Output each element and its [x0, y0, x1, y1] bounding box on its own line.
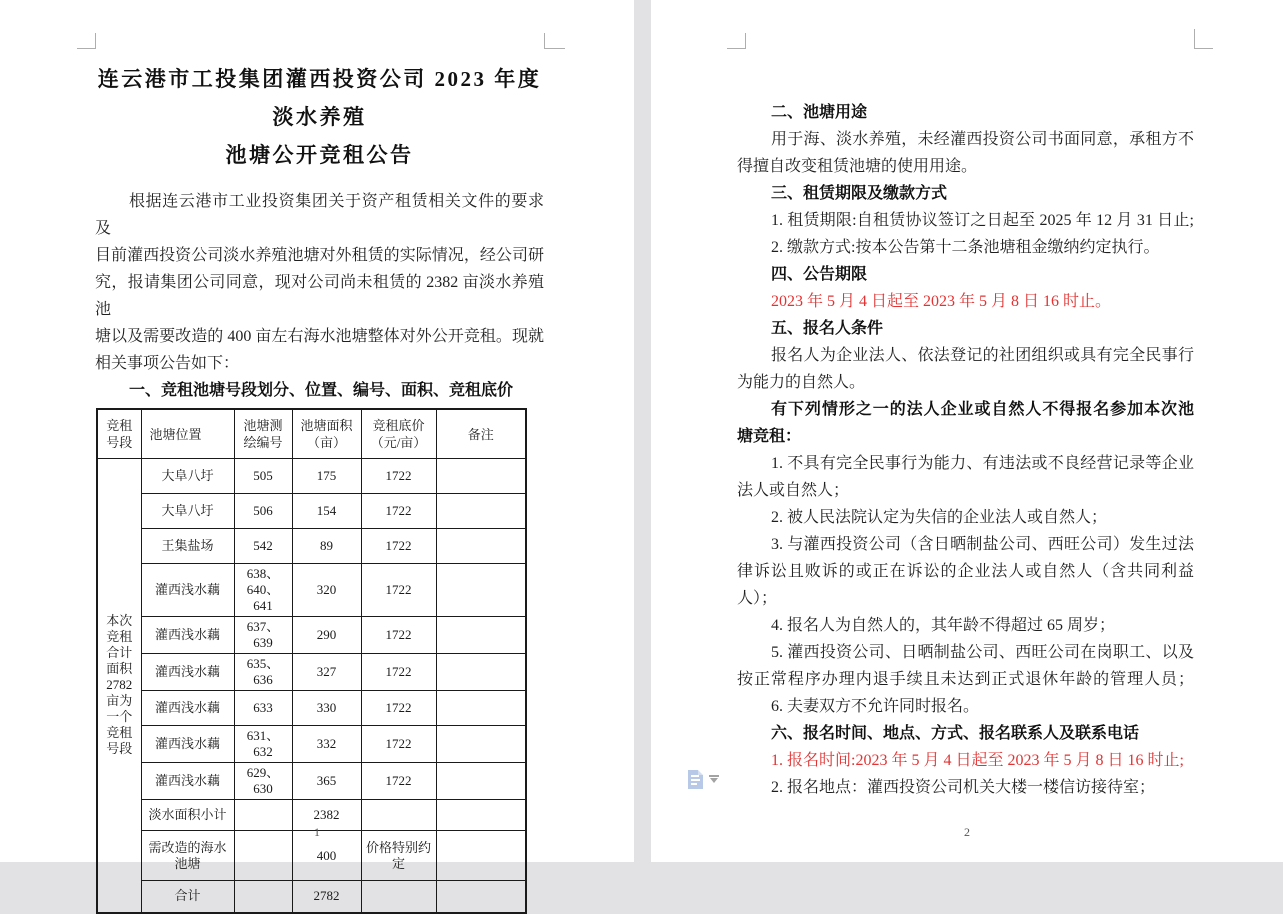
body-line: 二、池塘用途: [771, 104, 868, 121]
cell-location: 王集盐场: [141, 529, 234, 564]
cell-note: [436, 617, 526, 654]
cell-base-price: [361, 881, 436, 913]
cell-survey-no: 637、639: [234, 617, 292, 654]
cell-area: 290: [292, 617, 361, 654]
cell-base-price: 1722: [361, 529, 436, 564]
body-line: 为能力的自然人。: [737, 374, 866, 391]
col-header-area: 池塘面积（亩）: [292, 409, 361, 459]
cell-survey-no: 505: [234, 459, 292, 494]
cell-base-price: 1722: [361, 459, 436, 494]
title-line: 池塘公开竞租公告: [225, 143, 414, 167]
cell-base-price: 1722: [361, 654, 436, 691]
section-heading: 一、竞租池塘号段划分、位置、编号、面积、竞租底价: [129, 382, 514, 399]
body-line: 2. 缴款方式:按本公告第十二条池塘租金缴纳约定执行。: [771, 239, 1160, 256]
cell-location: 大阜八圩: [141, 459, 234, 494]
paragraph-line: 根据连云港市工业投资集团关于资产租赁相关文件的要求及: [95, 193, 544, 237]
body-line: 有下列情形之一的法人企业或自然人不得报名参加本次池: [771, 401, 1194, 418]
body-line: 得擅自改变租赁池塘的使用用途。: [737, 158, 978, 175]
body-line: 法人或自然人；: [737, 482, 850, 499]
body-paragraph: [95, 188, 544, 377]
body-line: 报名人为企业法人、依法登记的社团组织或具有完全民事行: [771, 347, 1194, 364]
paragraph-line: 相关事项公告如下：: [95, 355, 240, 372]
cell-location: 灌西浅水藕: [141, 617, 234, 654]
col-header-base-price: 竞租底价（元/亩）: [361, 409, 436, 459]
table-row: [97, 691, 526, 726]
paragraph-line: 究，报请集团公司同意，现对公司尚未租赁的 2382 亩淡水养殖池: [95, 274, 544, 318]
col-header-note: 备注: [436, 409, 526, 459]
cell-area: 400: [292, 831, 361, 881]
col-header-location: 池塘位置: [141, 409, 234, 459]
cell-note: [436, 459, 526, 494]
cell-survey-no: [234, 881, 292, 913]
page-number: 1: [314, 825, 320, 839]
table-row: [97, 494, 526, 529]
body-line: 五、报名人条件: [771, 320, 884, 337]
cell-area: 365: [292, 763, 361, 800]
body-line: 按正常程序办理内退手续且未达到正式退休年龄的管理人员；: [737, 671, 1194, 688]
page-1: [0, 0, 634, 904]
cell-note: [436, 726, 526, 763]
cell-survey-no: 629、630: [234, 763, 292, 800]
cell-location: 合计: [141, 881, 234, 913]
crop-mark-top-right-page1: [544, 33, 565, 49]
cell-base-price: 1722: [361, 726, 436, 763]
cell-area: 2782: [292, 881, 361, 913]
cell-note: [436, 763, 526, 800]
cell-base-price: 1722: [361, 494, 436, 529]
paragraph-line: 目前灌西投资公司淡水养殖池塘对外租赁的实际情况，经公司研: [95, 247, 544, 264]
cell-survey-no: 633: [234, 691, 292, 726]
body-line: 3. 与灌西投资公司（含日晒制盐公司、西旺公司）发生过法: [771, 536, 1194, 553]
cell-area: 330: [292, 691, 361, 726]
table-row: [97, 564, 526, 617]
body-line: 1. 不具有完全民事行为能力、有违法或不良经营记录等企业: [771, 455, 1194, 472]
cell-survey-no: 635、636: [234, 654, 292, 691]
cell-survey-no: 638、640、641: [234, 564, 292, 617]
cell-location: 大阜八圩: [141, 494, 234, 529]
cell-survey-no: 542: [234, 529, 292, 564]
body-line: 三、租赁期限及缴款方式: [771, 185, 948, 202]
body-line: 律诉讼且败诉的或正在诉讼的企业法人或自然人（含共同利益: [737, 563, 1194, 580]
table-row: [97, 726, 526, 763]
cell-note: [436, 564, 526, 617]
cell-area: 154: [292, 494, 361, 529]
table-row: [97, 763, 526, 800]
body-line: 2. 报名地点：灌西投资公司机关大楼一楼信访接待室；: [771, 779, 1156, 796]
table-row: [97, 881, 526, 913]
crop-mark-top-left-page2: [727, 33, 746, 49]
cell-base-price: 价格特别约定: [361, 831, 436, 881]
chevron-down-icon[interactable]: [710, 778, 718, 783]
page-2: [651, 0, 1283, 862]
table-row: [97, 459, 526, 494]
table-header-row: [97, 409, 526, 459]
cell-base-price: 1722: [361, 564, 436, 617]
table-row: [97, 617, 526, 654]
page-1-content: [0, 0, 634, 914]
cell-location: 灌西浅水藕: [141, 726, 234, 763]
col-header-survey-no: 池塘测绘编号: [234, 409, 292, 459]
merged-segment-cell: 本次竞租合计面积2782亩为一个竞租号段: [97, 459, 141, 913]
cell-location: 灌西浅水藕: [141, 763, 234, 800]
cell-survey-no: 506: [234, 494, 292, 529]
cell-location: 灌西浅水藕: [141, 654, 234, 691]
col-header-segment: 竞租号段: [97, 409, 141, 459]
body-line: 5. 灌西投资公司、日晒制盐公司、西旺公司在岗职工、以及: [771, 644, 1194, 661]
body-line: 六、报名时间、地点、方式、报名联系人及联系电话: [771, 725, 1140, 742]
crop-mark-top-left-page1: [77, 33, 96, 49]
body-line: 塘竞租：: [737, 428, 802, 445]
body-line: 4. 报名人为自然人的，其年龄不得超过 65 周岁；: [771, 617, 1116, 634]
body-line: 2023 年 5 月 4 日起至 2023 年 5 月 8 日 16 时止。: [771, 293, 1112, 310]
title-line: 连云港市工投集团灌西投资公司 2023 年度淡水养殖: [97, 67, 542, 129]
body-line: 1. 报名时间:2023 年 5 月 4 日起至 2023 年 5 月 8 日 16 时止;: [771, 752, 1184, 769]
paragraph-line: 塘以及需要改造的 400 亩左右海水池塘整体对外公开竞租。现就: [95, 328, 544, 345]
cell-location: 灌西浅水藕: [141, 564, 234, 617]
crop-mark-top-right-page2: [1194, 29, 1213, 49]
body-line: 1. 租赁期限:自租赁协议签订之日起至 2025 年 12 月 31 日止;: [771, 212, 1194, 229]
cell-location: 淡水面积小计: [141, 800, 234, 831]
cell-area: 327: [292, 654, 361, 691]
body-line: 用于海、淡水养殖，未经灌西投资公司书面同意，承租方不: [771, 131, 1194, 148]
cell-area: 89: [292, 529, 361, 564]
document-anchor-icon[interactable]: [688, 770, 703, 789]
cell-area: 2382: [292, 800, 361, 831]
body-line: 2. 被人民法院认定为失信的企业法人或自然人；: [771, 509, 1108, 526]
cell-survey-no: 631、632: [234, 726, 292, 763]
cell-area: 320: [292, 564, 361, 617]
table-row: [97, 529, 526, 564]
cell-area: 332: [292, 726, 361, 763]
cell-note: [436, 654, 526, 691]
cell-note: [436, 691, 526, 726]
cell-note: [436, 881, 526, 913]
cell-base-price: 1722: [361, 691, 436, 726]
body-line: 6. 夫妻双方不允许同时报名。: [771, 698, 980, 715]
cell-location: 灌西浅水藕: [141, 691, 234, 726]
document-title: [95, 60, 544, 174]
table-row: [97, 654, 526, 691]
cell-area: 175: [292, 459, 361, 494]
cell-note: [436, 529, 526, 564]
page-number: 2: [964, 825, 970, 839]
cell-note: [436, 494, 526, 529]
cell-location: 需改造的海水池塘: [141, 831, 234, 881]
cell-base-price: 1722: [361, 763, 436, 800]
body-line: 四、公告期限: [771, 266, 868, 283]
page-2-content: [651, 0, 1283, 801]
cell-base-price: 1722: [361, 617, 436, 654]
body-line: 人）；: [737, 590, 778, 607]
